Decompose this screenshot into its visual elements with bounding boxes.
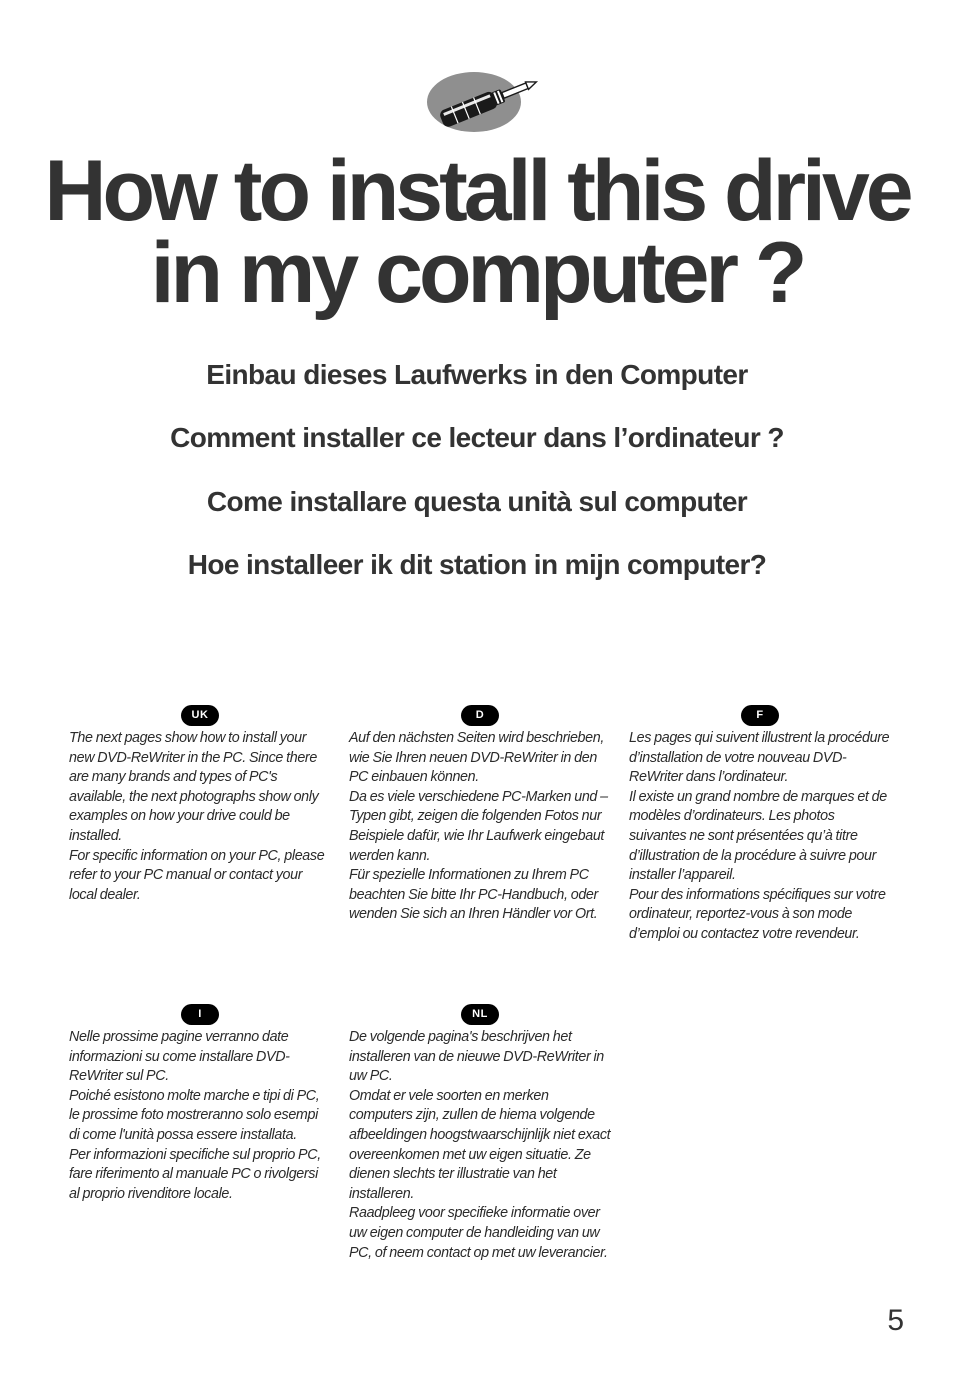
subtitle-german: Einbau dieses Laufwerks in den Computer [206,359,748,390]
paragraph: The next pages show how to install your new DVD-ReWriter in the PC. Since there are many brands and types of PC's available, the next photographs show only examples on how your drive could be installed. [69,730,319,844]
paragraph: De volgende pagina's beschrijven het installeren van de nieuwe DVD-ReWriter in uw PC. [349,1029,604,1085]
language-badge-uk: UK [181,705,219,726]
screwdriver-icon [426,70,544,134]
page-title-line-1: How to install this drive [44,143,910,239]
language-block-f [629,705,891,945]
paragraph: Da es viele verschiedene PC-Marken und –Typen gibt, zeigen die folgenden Fotos nur Beispiele dafür, wie Ihr Laufwerk eingebaut werden kann. [349,788,608,864]
paragraph: Nelle prossime pagine verranno date informazioni su come installare DVD-ReWriter sul PC. [69,1029,290,1085]
language-text-uk [69,729,331,905]
paragraph: Für spezielle Informationen zu Ihrem PC beachten Sie bitte Ihr PC-Handbuch, oder wenden Sie sich an Ihren Händler vor Ort. [349,867,598,923]
subtitle-italian: Come installare questa unità sul computer [206,486,748,517]
paragraph: Auf den nächsten Seiten wird beschrieben, wie Sie Ihren neuen DVD-ReWriter in den PC einbauen können. [349,730,604,786]
paragraph: Pour des informations spécifiques sur votre ordinateur, reportez-vous à son mode d’emploi ou contactez votre revendeur. [629,886,886,942]
page-title-line-2: in my computer ? [150,225,804,321]
page-title [0,143,954,321]
language-text-nl [349,1028,611,1263]
subtitle-dutch: Hoe installeer ik dit station in mijn computer? [187,549,767,580]
language-text-i [69,1028,331,1204]
language-text-d [349,729,611,925]
language-badge-f: F [741,705,779,726]
paragraph: Les pages qui suivent illustrent la procédure d’installation de votre nouveau DVD-ReWriter dans l’ordinateur. [629,730,890,786]
paragraph: Raadpleeg voor specifieke informatie over uw eigen computer de handleiding van uw PC, of neem contact op met uw leverancier. [349,1205,608,1261]
subtitle-french: Comment installer ce lecteur dans l’ordinateur ? [170,422,784,453]
paragraph: Omdat er vele soorten en merken computers zijn, zullen de hiema volgende afbeeldingen hoogstwaarschijnlijk niet exact overeenkomen met uw eigen situatie. Ze dienen slechts ter illustratie van het installeren. [349,1087,611,1202]
language-badge-i: I [181,1004,219,1025]
language-block-nl [349,1004,611,1263]
language-block-d [349,705,611,925]
language-block-i [69,1004,331,1204]
language-badge-d: D [461,705,499,726]
language-block-uk [69,705,331,905]
paragraph: Il existe un grand nombre de marques et de modèles d’ordinateurs. Les photos suivantes ne sont présentées qu’à titre d’illustration de la procédure à suivre pour installer l’appareil. [629,788,887,884]
paragraph: Per informazioni specifiche sul proprio PC, fare riferimento al manuale PC o rivolgersi al proprio rivenditore locale. [69,1146,321,1202]
paragraph: Poiché esistono molte marche e tipi di PC, le prossime foto mostreranno solo esempi di come l'unità possa essere installata. [69,1087,320,1143]
page-number: 5 [887,1304,904,1337]
language-text-f [629,729,891,945]
language-badge-nl: NL [461,1004,499,1025]
paragraph: For specific information on your PC, please refer to your PC manual or contact your local dealer. [69,847,325,903]
